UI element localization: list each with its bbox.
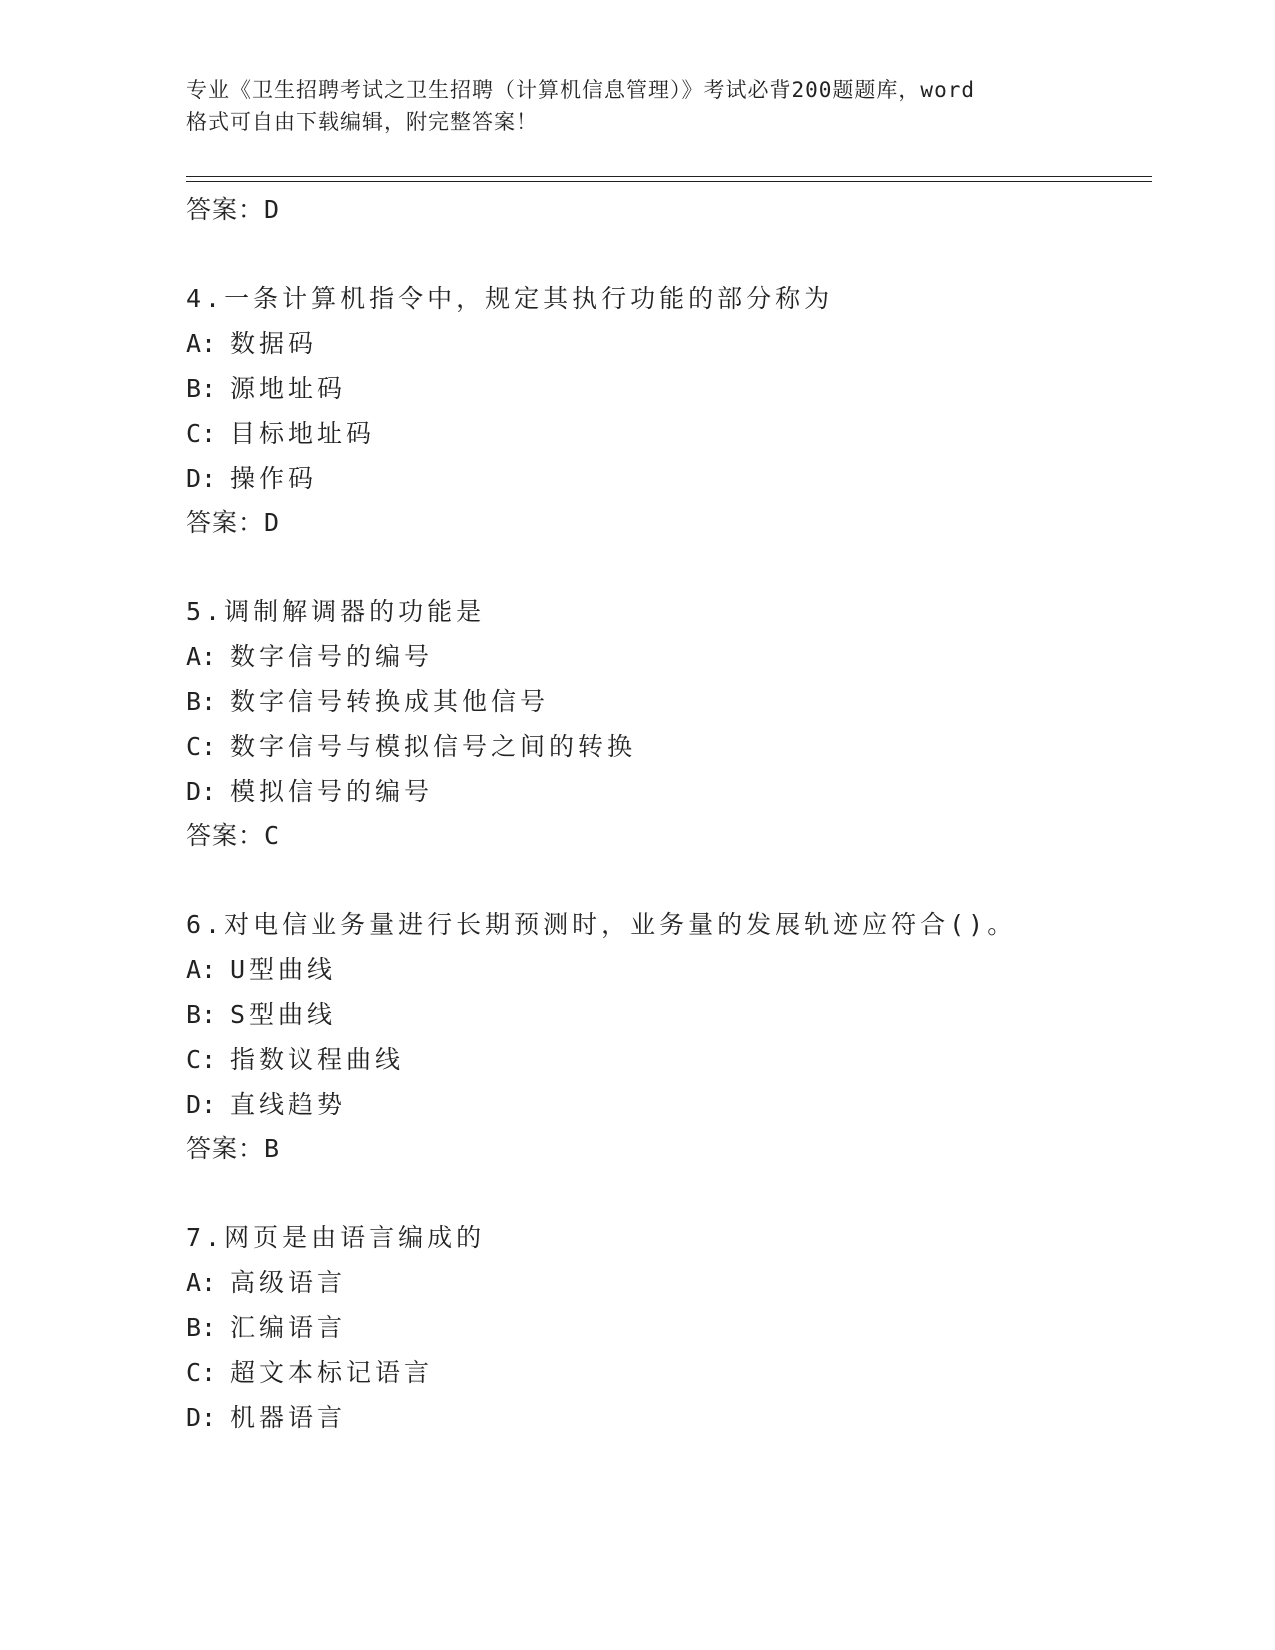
header-divider-bottom bbox=[186, 181, 1152, 182]
option-c bbox=[186, 1037, 1146, 1082]
option-text: 数据码 bbox=[230, 329, 318, 358]
option-b bbox=[186, 366, 1146, 411]
question-stem: 5.调制解调器的功能是 bbox=[186, 597, 486, 626]
option-key: B: bbox=[186, 687, 217, 716]
option-a bbox=[186, 321, 1146, 366]
question-stem: 6.对电信业务量进行长期预测时，业务量的发展轨迹应符合()。 bbox=[186, 910, 1017, 939]
option-text: 模拟信号的编号 bbox=[230, 777, 434, 806]
option-c bbox=[186, 1350, 1146, 1395]
question-5 bbox=[186, 589, 1146, 858]
option-c bbox=[186, 724, 1146, 769]
option-text: 操作码 bbox=[230, 464, 318, 493]
option-text: 目标地址码 bbox=[230, 419, 376, 448]
question-7 bbox=[186, 1215, 1146, 1440]
answer-line: 答案：D bbox=[186, 508, 281, 537]
option-text: 汇编语言 bbox=[230, 1313, 347, 1342]
option-key: D: bbox=[186, 1403, 217, 1432]
option-b bbox=[186, 992, 1146, 1037]
option-key: B: bbox=[186, 1000, 217, 1029]
option-b bbox=[186, 679, 1146, 724]
option-a bbox=[186, 947, 1146, 992]
option-key: C: bbox=[186, 1045, 217, 1074]
option-key: B: bbox=[186, 374, 217, 403]
option-text: S型曲线 bbox=[230, 1000, 337, 1029]
option-d bbox=[186, 1082, 1146, 1127]
option-text: 超文本标记语言 bbox=[230, 1358, 434, 1387]
option-text: 高级语言 bbox=[230, 1268, 347, 1297]
option-text: 指数议程曲线 bbox=[230, 1045, 405, 1074]
question-6 bbox=[186, 902, 1146, 1171]
option-key: A: bbox=[186, 329, 217, 358]
header-divider-top bbox=[186, 176, 1152, 177]
option-key: D: bbox=[186, 1090, 217, 1119]
option-text: 直线趋势 bbox=[230, 1090, 347, 1119]
header-line-1: 专业《卫生招聘考试之卫生招聘（计算机信息管理）》考试必背200题题库，word bbox=[186, 78, 975, 102]
answer-line: 答案：B bbox=[186, 1134, 281, 1163]
option-text: 数字信号与模拟信号之间的转换 bbox=[230, 732, 637, 761]
option-text: U型曲线 bbox=[230, 955, 337, 984]
question-stem: 4.一条计算机指令中，规定其执行功能的部分称为 bbox=[186, 284, 834, 313]
answer-line-q3: 答案：D bbox=[186, 195, 281, 224]
option-text: 数字信号转换成其他信号 bbox=[230, 687, 550, 716]
option-c bbox=[186, 411, 1146, 456]
option-a bbox=[186, 634, 1146, 679]
option-text: 机器语言 bbox=[230, 1403, 347, 1432]
document-body bbox=[186, 188, 1146, 1440]
option-key: A: bbox=[186, 642, 217, 671]
option-b bbox=[186, 1305, 1146, 1350]
document-header bbox=[186, 74, 1106, 138]
option-key: C: bbox=[186, 419, 217, 448]
option-text: 源地址码 bbox=[230, 374, 347, 403]
option-d bbox=[186, 456, 1146, 501]
option-text: 数字信号的编号 bbox=[230, 642, 434, 671]
option-d bbox=[186, 769, 1146, 814]
question-4 bbox=[186, 276, 1146, 545]
question-stem: 7.网页是由语言编成的 bbox=[186, 1223, 486, 1252]
header-line-2: 格式可自由下载编辑，附完整答案！ bbox=[186, 110, 538, 134]
option-key: A: bbox=[186, 955, 217, 984]
option-key: D: bbox=[186, 464, 217, 493]
option-key: A: bbox=[186, 1268, 217, 1297]
option-key: B: bbox=[186, 1313, 217, 1342]
option-a bbox=[186, 1260, 1146, 1305]
option-key: C: bbox=[186, 1358, 217, 1387]
answer-line: 答案：C bbox=[186, 821, 281, 850]
option-d bbox=[186, 1395, 1146, 1440]
option-key: C: bbox=[186, 732, 217, 761]
option-key: D: bbox=[186, 777, 217, 806]
